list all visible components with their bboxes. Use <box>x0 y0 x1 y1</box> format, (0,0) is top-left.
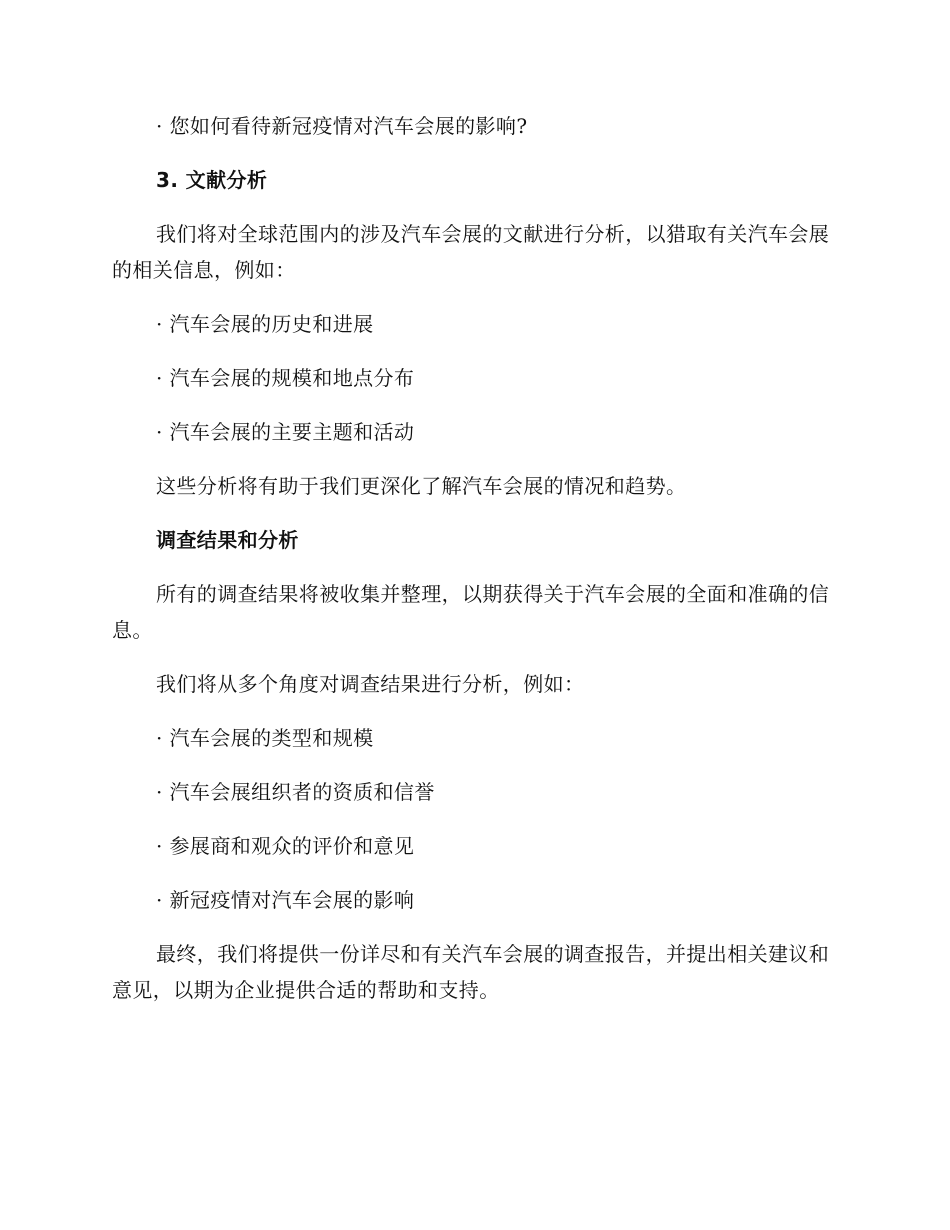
section-heading: 调查结果和分析 <box>156 528 299 552</box>
bullet-item: · 新冠疫情对汽车会展的影响 <box>156 888 415 912</box>
bullet-item: · 汽车会展的历史和进展 <box>156 312 374 336</box>
paragraph: 这些分析将有助于我们更深化了解汽车会展的情况和趋势。 <box>156 474 687 498</box>
paragraph: 所有的调查结果将被收集并整理，以期获得关于汽车会展的全面和准确的信息。 <box>112 582 830 642</box>
paragraph: 我们将对全球范围内的涉及汽车会展的文献进行分析，以猎取有关汽车会展的相关信息，例如： <box>112 222 830 282</box>
bullet-item: · 汽车会展的主要主题和活动 <box>156 420 415 444</box>
document-body <box>112 108 832 1008</box>
bullet-item: · 您如何看待新冠疫情对汽车会展的影响? <box>156 114 528 138</box>
bullet-item: · 汽车会展组织者的资质和信誉 <box>156 780 435 804</box>
paragraph: 我们将从多个角度对调查结果进行分析，例如： <box>156 672 585 696</box>
section-heading: 3. 文献分析 <box>156 168 268 192</box>
paragraph: 最终，我们将提供一份详尽和有关汽车会展的调查报告，并提出相关建议和意见，以期为企业提供合适的帮助和支持。 <box>112 942 830 1002</box>
bullet-item: · 汽车会展的规模和地点分布 <box>156 366 415 390</box>
bullet-item: · 汽车会展的类型和规模 <box>156 726 374 750</box>
bullet-item: · 参展商和观众的评价和意见 <box>156 834 415 858</box>
